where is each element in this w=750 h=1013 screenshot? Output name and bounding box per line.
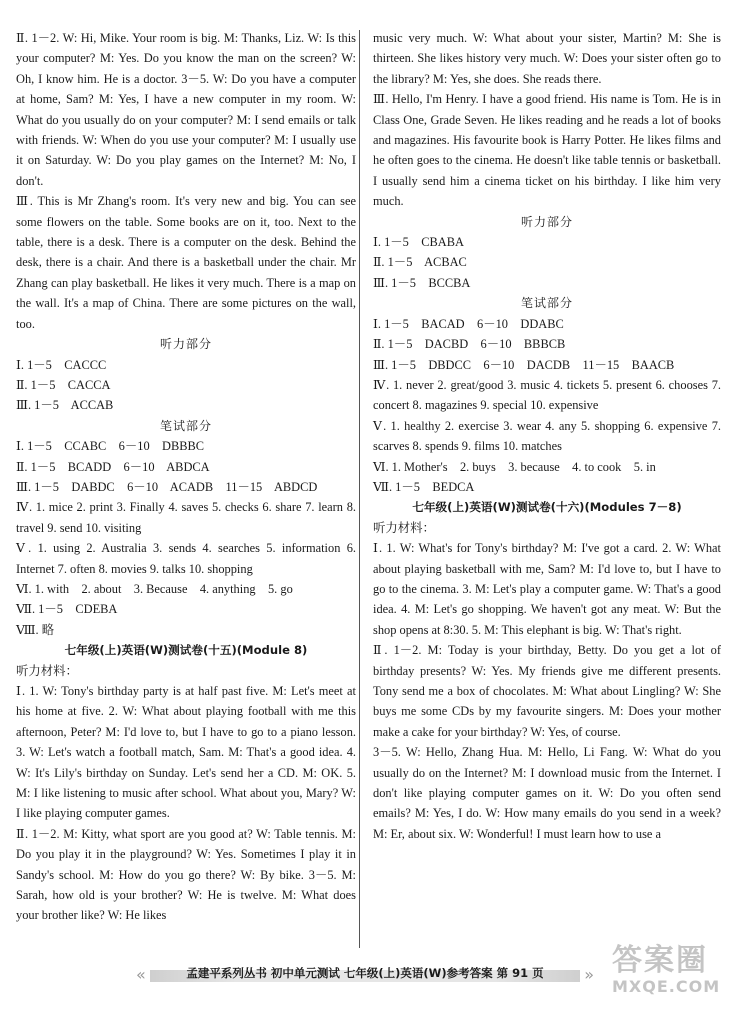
watermark-url: MXQE.COM bbox=[612, 977, 721, 996]
text-paragraph: Ⅴ. 1. using 2. Australia 3. sends 4. searches 5. information 6. Internet 7. often 8. movies 9. talks 10. shopping bbox=[16, 541, 356, 576]
answer-line: Ⅰ. 1－5 CACCC bbox=[16, 357, 107, 372]
text-paragraph: Ⅲ. Hello, I'm Henry. I have a good friend. His name is Tom. He is in Class One, Grade Seven. He likes reading and he reads a lot of books and magazines. His favourite book is Harry Potter. He likes films and he often goes to the cinema. He doesn't like table tennis or basketball. I usually send him a cinema ticket on his birthday. I like him very much. bbox=[373, 92, 721, 209]
left-column bbox=[16, 28, 356, 926]
chevron-right-icon: » bbox=[584, 965, 594, 984]
answer-line: Ⅲ. 1－5 BCCBA bbox=[373, 275, 471, 290]
section-label: 听力部分 bbox=[520, 214, 573, 229]
section-label: 笔试部分 bbox=[520, 296, 573, 311]
page-footer bbox=[136, 962, 594, 988]
text-paragraph: music very much. W: What about your sister, Martin? M: She is thirteen. She likes history very much. W: Does your sister often go to the library? M: Yes, she does. She reads there. bbox=[373, 31, 721, 86]
text-paragraph: Ⅲ. This is Mr Zhang's room. It's very new and big. You can see some flowers on the table. Some books are on it, too. Next to the table, there is a desk. There is a computer on the desk. Behind the desk, there is a chair. And there is a basketball under the chair. Mr Zhang can play basketball. He likes it very much. There is a map on the wall. It's a map of China. There are some pictures on the wall, too. bbox=[16, 194, 356, 331]
test-heading: 七年级(上)英语(W)测试卷(十五)(Module 8) bbox=[64, 643, 308, 658]
text-paragraph: Ⅴ. 1. healthy 2. exercise 3. wear 4. any 5. shopping 6. expensive 7. scarves 8. spends 9. films 10. matches bbox=[373, 418, 721, 454]
answer-line: Ⅰ. 1－5 CCABC 6－10 DBBBC bbox=[16, 439, 205, 454]
answer-line: Ⅶ. 1－5 CDEBA bbox=[16, 602, 118, 617]
watermark bbox=[612, 945, 720, 996]
section-label: 笔试部分 bbox=[159, 418, 212, 433]
text-paragraph: Ⅳ. 1. never 2. great/good 3. music 4. tickets 5. present 6. chooses 7. concert 8. magazines 9. special 10. expensive bbox=[373, 377, 721, 413]
answer-line: Ⅱ. 1－5 CACCA bbox=[16, 377, 111, 392]
text-paragraph: 3－5. W: Hello, Zhang Hua. M: Hello, Li Fang. W: What do you usually do on the Internet? M: I download music from the Internet. I don't like playing computer games on it. W: Do you often send emails? M: Yes, I do. W: How many emails do you send in a week? M: Er, about six. W: Wonderful! I must learn how to use a bbox=[373, 745, 721, 841]
text-paragraph: Ⅰ. 1. W: What's for Tony's birthday? M: I've got a card. 2. W: What about playing basketball with me, Sam? M: I'd love to, but I have to go to the cinema. 3. M: Let's play a computer game. W: That's a good idea. 4. M: Let's go shopping. We haven't got any meat. W: But the shop opens at 8:30. 5. M: This elephant is big. W: That's right. bbox=[373, 541, 721, 637]
answer-line: Ⅵ. 1. with 2. about 3. Because 4. anything 5. go bbox=[16, 581, 293, 596]
answer-line: Ⅲ. 1－5 DABDC 6－10 ACADB 11－15 ABDCD bbox=[16, 479, 318, 494]
answer-line: Ⅲ. 1－5 ACCAB bbox=[16, 398, 114, 413]
answer-line: 听力材料： bbox=[373, 520, 435, 535]
answer-line: Ⅰ. 1－5 CBABA bbox=[373, 235, 464, 250]
test-heading: 七年级(上)英语(W)测试卷(十六)(Modules 7－8) bbox=[412, 500, 682, 515]
answer-line: Ⅶ. 1－5 BEDCA bbox=[373, 479, 475, 494]
text-paragraph: Ⅱ. 1－2. M: Kitty, what sport are you good at? W: Table tennis. M: Do you play it in the playground? W: Yes. Sometimes I play it in Sandy's school. M: How do you go there? W: By bike. 3－5. M: Sarah, how old is your brother? W: He is twelve. M: What does your brother like? W: He likes bbox=[16, 826, 356, 923]
watermark-title: 答案圈 bbox=[612, 943, 708, 978]
section-label: 听力部分 bbox=[159, 337, 212, 352]
text-paragraph: Ⅳ. 1. mice 2. print 3. Finally 4. saves 5. checks 6. share 7. learn 8. travel 9. send 10. visiting bbox=[16, 500, 356, 535]
answer-line: Ⅱ. 1－5 ACBAC bbox=[373, 255, 467, 270]
answer-line: Ⅱ. 1－5 BCADD 6－10 ABDCA bbox=[16, 459, 210, 474]
text-paragraph: Ⅱ. 1－2. W: Hi, Mike. Your room is big. M: Thanks, Liz. W: Is this your computer? M: Yes. Do you know the man on the screen? W: Oh, I know him. He is a doctor. 3－5. W: Do you have a computer at home, Sam? M: Yes, I have a new computer in my room. W: What do you usually do on your computer? M: I send emails or talk with friends. W: When do you use your computer? M: I usually use it on Saturday. W: Do you play games on the Internet? M: No, I don't. bbox=[16, 31, 356, 188]
right-column bbox=[373, 28, 721, 844]
answer-line: Ⅱ. 1－5 DACBD 6－10 BBBCB bbox=[373, 337, 566, 352]
answer-line: Ⅲ. 1－5 DBDCC 6－10 DACDB 11－15 BAACB bbox=[373, 357, 675, 372]
footer-text: 孟建平系列丛书 初中单元测试 七年级(上)英语(W)参考答案 第 91 页 bbox=[186, 966, 544, 980]
answer-line: Ⅰ. 1－5 BACAD 6－10 DDABC bbox=[373, 316, 564, 331]
answer-line: Ⅷ. 略 bbox=[16, 622, 55, 637]
chevron-left-icon: « bbox=[136, 965, 146, 984]
answer-line: Ⅵ. 1. Mother's 2. buys 3. because 4. to cook 5. in bbox=[373, 459, 656, 474]
text-paragraph: Ⅰ. 1. W: Tony's birthday party is at half past five. M: Let's meet at his home at five. 2. W: What about playing football with me this afternoon, Peter? M: I'd love to, but I have to go to a piano lesson. 3. W: Let's watch a football match, Sam. M: That's a good idea. 4. W: It's Lily's birthday on Sunday. Let's send her a CD. M: OK. 5. M: I like listening to music after school. What about you, Mary? W: I like playing computer games. bbox=[16, 684, 356, 821]
answer-line: 听力材料： bbox=[16, 663, 78, 678]
column-divider bbox=[359, 30, 360, 948]
text-paragraph: Ⅱ. 1－2. M: Today is your birthday, Betty. Do you get a lot of birthday presents? W: Yes. My friends give me different presents. Tony send me a box of chocolates. M: What about Lingling? W: She buys me some CDs by my favourite singers. M: Does your mother make a cake for your birthday? W: Yes, of course. bbox=[373, 643, 721, 739]
